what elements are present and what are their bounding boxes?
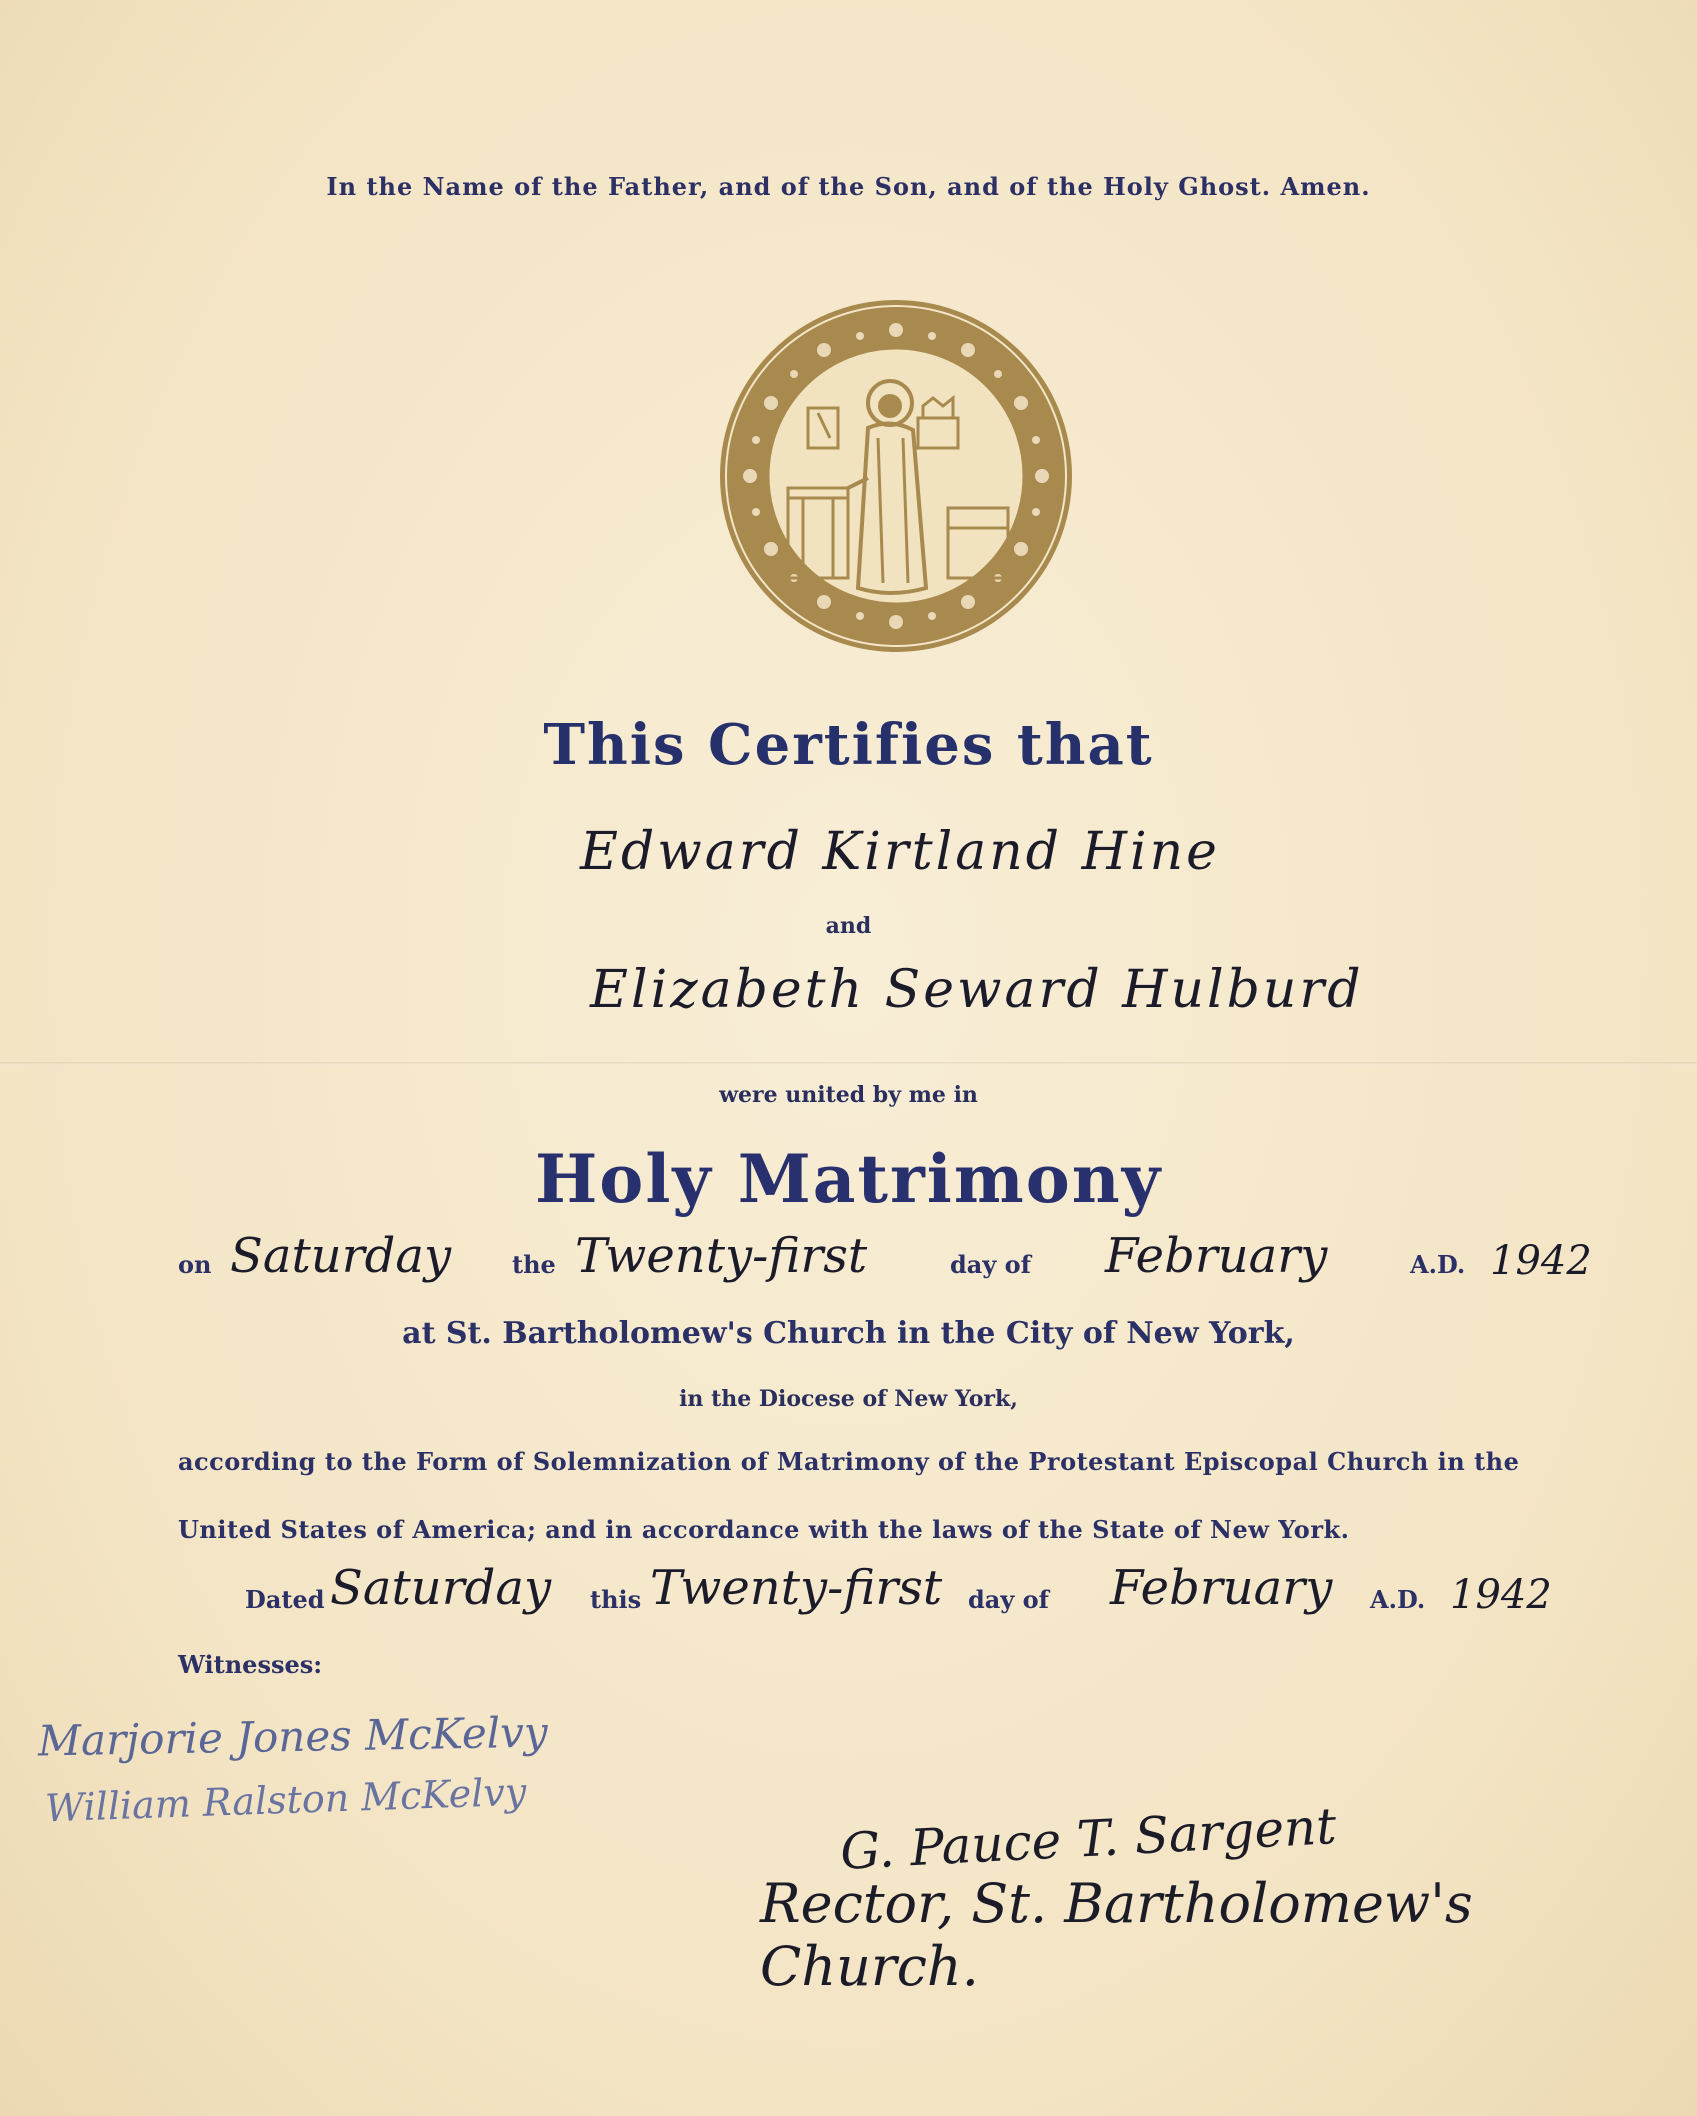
this-label: this (590, 1585, 642, 1614)
certifies-heading: This Certifies that (543, 712, 1154, 778)
united-line: were united by me in (719, 1082, 978, 1108)
ad-label: A.D. (1410, 1250, 1466, 1279)
bride-name: Elizabeth Seward Hulburd (590, 960, 1364, 1020)
witness-2-signature: William Ralston McKelvy (44, 1769, 528, 1831)
dated-year: 1942 (1450, 1572, 1552, 1618)
dated-day: Twenty-first (650, 1560, 943, 1616)
dated-ad-label: A.D. (1370, 1585, 1426, 1614)
ceremony-day: Twenty-first (575, 1228, 868, 1284)
paragraph-line-1: according to the Form of Solemnization of Matrimony of the Protestant Episcopal Church in the (178, 1447, 1520, 1476)
fold-line (0, 1062, 1697, 1065)
dated-weekday: Saturday (330, 1560, 552, 1616)
paragraph-line-2: United States of America; and in accordance with the laws of the State of New York. (178, 1515, 1350, 1544)
saint-medallion-icon (718, 298, 1074, 654)
invocation: In the Name of the Father, and of the Son, and of the Holy Ghost. Amen. (326, 172, 1371, 201)
rector-title: Rector, St. Bartholomew's Church. (760, 1872, 1473, 1998)
and-label: and (825, 913, 872, 939)
groom-name: Edward Kirtland Hine (580, 822, 1220, 882)
ceremony-month: February (1105, 1228, 1328, 1284)
holy-matrimony-title: Holy Matrimony (534, 1140, 1163, 1218)
dated-day-of-label: day of (968, 1585, 1049, 1614)
dated-label: Dated (245, 1585, 325, 1614)
ceremony-weekday: Saturday (230, 1228, 452, 1284)
diocese-line: in the Diocese of New York, (679, 1386, 1018, 1412)
day-of-label: day of (950, 1250, 1031, 1279)
rector-signature: G. Pauce T. Sargent (838, 1797, 1338, 1881)
witnesses-label: Witnesses: (178, 1650, 323, 1679)
dated-month: February (1110, 1560, 1333, 1616)
witness-1-signature: Marjorie Jones McKelvy (37, 1707, 548, 1766)
ceremony-year: 1942 (1490, 1238, 1592, 1284)
the-label: the (512, 1250, 556, 1279)
on-label: on (178, 1250, 212, 1279)
church-line: at St. Bartholomew's Church in the City of New York, (402, 1316, 1295, 1351)
